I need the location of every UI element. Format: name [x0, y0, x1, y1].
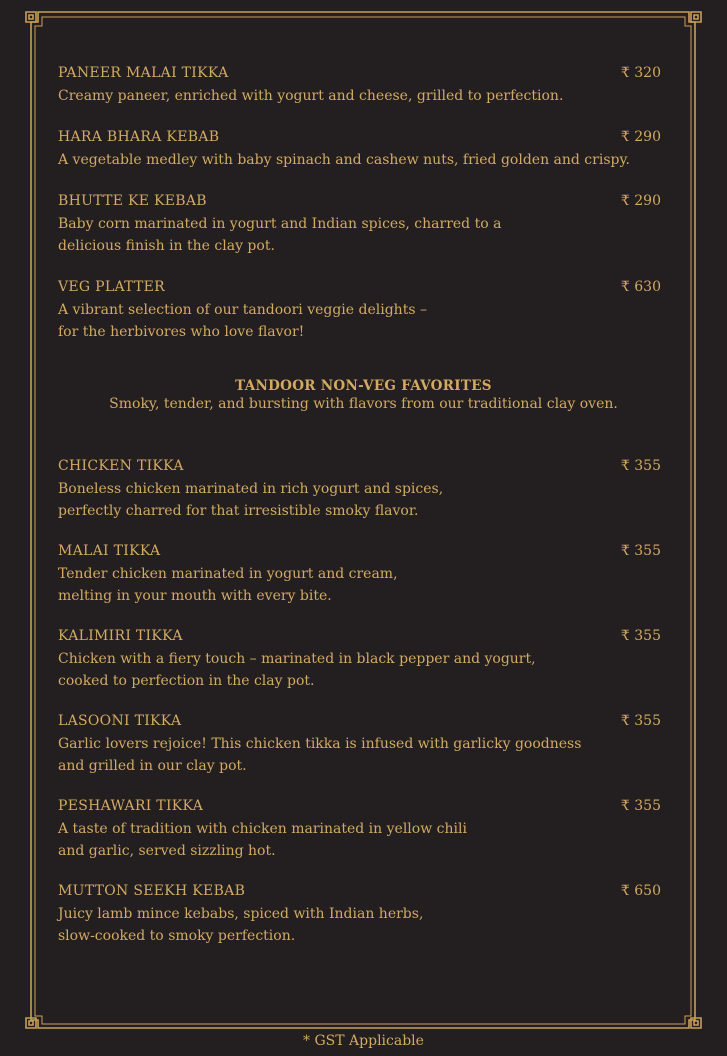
item-description-line: cooked to perfection in the clay pot.	[58, 672, 315, 689]
item-description	[58, 564, 398, 607]
item-name: PESHAWARI TIKKA	[58, 798, 204, 814]
item-description-line: slow-cooked to smoky perfection.	[58, 927, 296, 944]
item-description-line: and garlic, served sizzling hot.	[58, 842, 276, 859]
item-name: KALIMIRI TIKKA	[58, 628, 183, 644]
item-description	[58, 150, 630, 172]
item-name: HARA BHARA KEBAB	[58, 129, 220, 145]
item-price: ₹ 630	[620, 279, 661, 295]
gst-note: * GST Applicable	[303, 1033, 424, 1049]
item-name: MALAI TIKKA	[58, 543, 161, 559]
item-description-line: Creamy paneer, enriched with yogurt and cheese, grilled to perfection.	[58, 88, 564, 104]
item-price: ₹ 650	[620, 883, 661, 899]
item-description	[58, 819, 467, 862]
item-description	[58, 214, 501, 257]
item-description	[58, 904, 423, 947]
item-description-line: melting in your mouth with every bite.	[58, 587, 332, 604]
item-description-line: and grilled in our clay pot.	[58, 757, 247, 774]
item-price: ₹ 355	[620, 543, 661, 559]
item-description	[58, 479, 443, 522]
section-header	[0, 378, 727, 412]
item-description-line: Juicy lamb mince kebabs, spiced with Indian herbs,	[58, 906, 424, 922]
item-price: ₹ 290	[620, 193, 661, 209]
item-name: BHUTTE KE KEBAB	[58, 193, 207, 209]
item-description-line: A vibrant selection of our tandoori veggie delights –	[58, 302, 427, 318]
item-name: PANEER MALAI TIKKA	[58, 65, 229, 81]
item-price: ₹ 355	[620, 798, 661, 814]
item-description-line: A vegetable medley with baby spinach and cashew nuts, fried golden and crispy.	[58, 152, 630, 168]
section-subtitle: Smoky, tender, and bursting with flavors from our traditional clay oven.	[109, 396, 618, 412]
item-description-line: A taste of tradition with chicken marinated in yellow chili	[58, 821, 467, 837]
item-description	[58, 649, 536, 692]
item-description-line: Garlic lovers rejoice! This chicken tikka is infused with garlicky goodness	[58, 736, 582, 752]
item-price: ₹ 355	[620, 628, 661, 644]
item-description-line: for the herbivores who love flavor!	[58, 323, 305, 340]
item-description-line: Baby corn marinated in yogurt and Indian spices, charred to a	[58, 216, 502, 232]
item-description-line: perfectly charred for that irresistible smoky flavor.	[58, 502, 419, 519]
item-description-line: Boneless chicken marinated in rich yogurt and spices,	[58, 481, 444, 497]
item-price: ₹ 355	[620, 713, 661, 729]
item-name: LASOONI TIKKA	[58, 713, 182, 729]
item-price: ₹ 290	[620, 129, 661, 145]
item-name: CHICKEN TIKKA	[58, 458, 184, 474]
item-description	[58, 734, 581, 777]
item-description-line: Chicken with a fiery touch – marinated in black pepper and yogurt,	[58, 651, 536, 667]
item-price: ₹ 355	[620, 458, 661, 474]
item-description	[58, 86, 563, 108]
item-description-line: delicious finish in the clay pot.	[58, 237, 275, 254]
item-description	[58, 300, 427, 343]
item-price: ₹ 320	[620, 65, 661, 81]
item-name: VEG PLATTER	[58, 279, 166, 295]
item-name: MUTTON SEEKH KEBAB	[58, 883, 246, 899]
section-title: TANDOOR NON-VEG FAVORITES	[235, 378, 492, 394]
item-description-line: Tender chicken marinated in yogurt and cream,	[58, 566, 398, 582]
